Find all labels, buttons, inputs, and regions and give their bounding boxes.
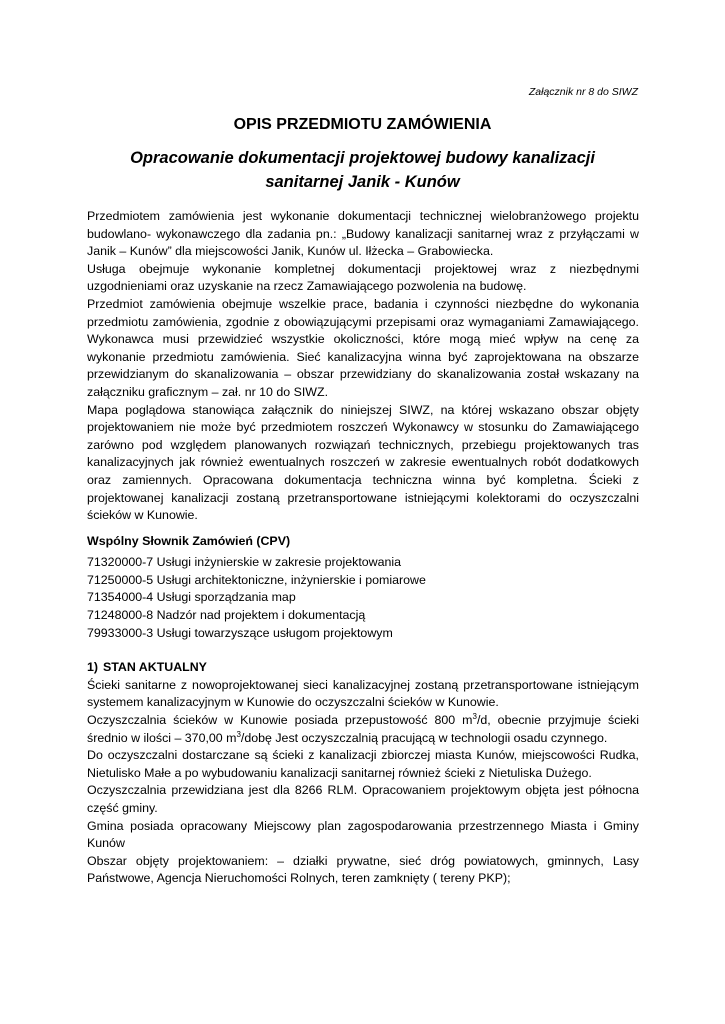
section-1-paragraph-2: [87, 712, 639, 747]
document-subtitle: [110, 146, 615, 194]
superscript: 3: [472, 711, 477, 721]
cpv-item: 79933000-3 Usługi towarzyszące usługom projektowym: [87, 625, 393, 640]
document-title: OPIS PRZEDMIOTU ZAMÓWIENIA: [233, 116, 492, 133]
section-1-number: 1): [87, 660, 99, 675]
cpv-item: 71354000-4 Usługi sporządzania map: [87, 590, 296, 605]
section-1-paragraph-4: Oczyszczalnia przewidziana jest dla 8266 RLM. Opracowaniem projektowym objęta jest północna część gminy.: [87, 783, 639, 815]
intro-paragraph-4: Mapa poglądowa stanowiąca załącznik do niniejszej SIWZ, na której wskazano obszar objęty projektowaniem nie może być przedmiotem roszczeń Wykonawcy w stosunku do Zamawiającego zarówno pod względem planowanych rozwiązań technicznych, przebiegu projektowanych tras kanalizacyjnych jak również ewentualnych roszczeń w zakresie ewentualnych robót dodatkowych oraz zamiennych. Opracowana dokumentacja techniczna winna być kompletna. Ścieki z projektowanej kanalizacji zostaną przetransportowane istniejącymi kolektorami do oczyszczalni ścieków w Kunowie.: [87, 402, 639, 523]
technology-text: /dobę Jest oczyszczalnią pracującą w technologii osadu czynnego.: [240, 730, 608, 745]
intro-paragraph-2: Usługa obejmuje wykonanie kompletnej dokumentacji projektowej wraz z niezbędnymi uzgodnieniami oraz uzyskanie na rzecz Zamawiającego pozwolenia na budowę.: [87, 261, 639, 294]
capacity-text: Oczyszczalnia ścieków w Kunowie posiada przepustowość 800 m: [87, 713, 473, 728]
cpv-item: 71250000-5 Usługi architektoniczne, inżynierskie i pomiarowe: [87, 572, 426, 587]
section-1-paragraph-5: Gmina posiada opracowany Miejscowy plan zagospodarowania przestrzennego Miasta i Gminy Kunów: [87, 818, 639, 851]
intro-paragraph-3: Przedmiot zamówienia obejmuje wszelkie prace, badania i czynności niezbędne do wykonania przedmiotu zamówienia, zgodnie z obowiązującymi przepisami oraz wymaganiami Zamawiającego. Wykonawca musi przewidzieć wszystkie okoliczności, które mogą mieć wpływ na cenę za wykonanie przedmiotu zamówienia. Sieć kanalizacyjna winna być zaprojektowana na obszarze przewidzianym do skanalizowania – obszar przewidziany do skanalizowania został wskazany na załączniku graficznym – zał. nr 10 do SIWZ.: [87, 296, 639, 399]
cpv-list: [87, 554, 639, 642]
subtitle-line-1: Opracowanie dokumentacji projektowej budowy kanalizacji: [130, 149, 595, 167]
section-1-heading: [87, 659, 639, 677]
cpv-item: 71320000-7 Usługi inżynierskie w zakresie projektowania: [87, 555, 402, 570]
section-1-title: STAN AKTUALNY: [103, 660, 207, 675]
section-1-paragraph-3: Do oczyszczalni dostarczane są ścieki z kanalizacji zbiorczej miasta Kunów, miejscowości Rudka, Nietulisko Małe a po wybudowaniu kanalizacji sanitarnej również ścieki z Nietuliska Dużego.: [87, 748, 639, 780]
intro-paragraph-1: Przedmiotem zamówienia jest wykonanie dokumentacji technicznej wielobranżowego projektu budowlano- wykonawczego dla zadania pn.: „Budowy kanalizacji sanitarnej wraz z przyłączami w Janik – Kunów” dla miejscowości Janik, Kunów ul. Iłżecka – Grabowiecka.: [87, 209, 639, 259]
attachment-note: Załącznik nr 8 do SIWZ: [528, 86, 638, 98]
superscript: 3: [236, 729, 241, 739]
section-1-paragraph-6: Obszar objęty projektowaniem: – działki prywatne, sieć dróg powiatowych, gminnych, Lasy Państwowe, Agencja Nieruchomości Rolnych, teren zamknięty ( tereny PKP);: [87, 853, 639, 886]
section-1-paragraph-1: Ścieki sanitarne z nowoprojektowanej sieci kanalizacyjnej zostaną przetransportowane istniejącym systemem kanalizacyjnym w Kunowie do oczyszczalni ścieków w Kunowie.: [87, 677, 639, 710]
subtitle-line-2: sanitarnej Janik - Kunów: [265, 173, 460, 191]
document-body: [87, 208, 639, 888]
cpv-heading: Wspólny Słownik Zamówień (CPV): [87, 533, 291, 548]
cpv-item: 71248000-8 Nadzór nad projektem i dokumentacją: [87, 608, 366, 623]
inflow-text: /d, obecnie przyjmuje ścieki średnio w ilości – 370,00 m: [87, 713, 639, 745]
